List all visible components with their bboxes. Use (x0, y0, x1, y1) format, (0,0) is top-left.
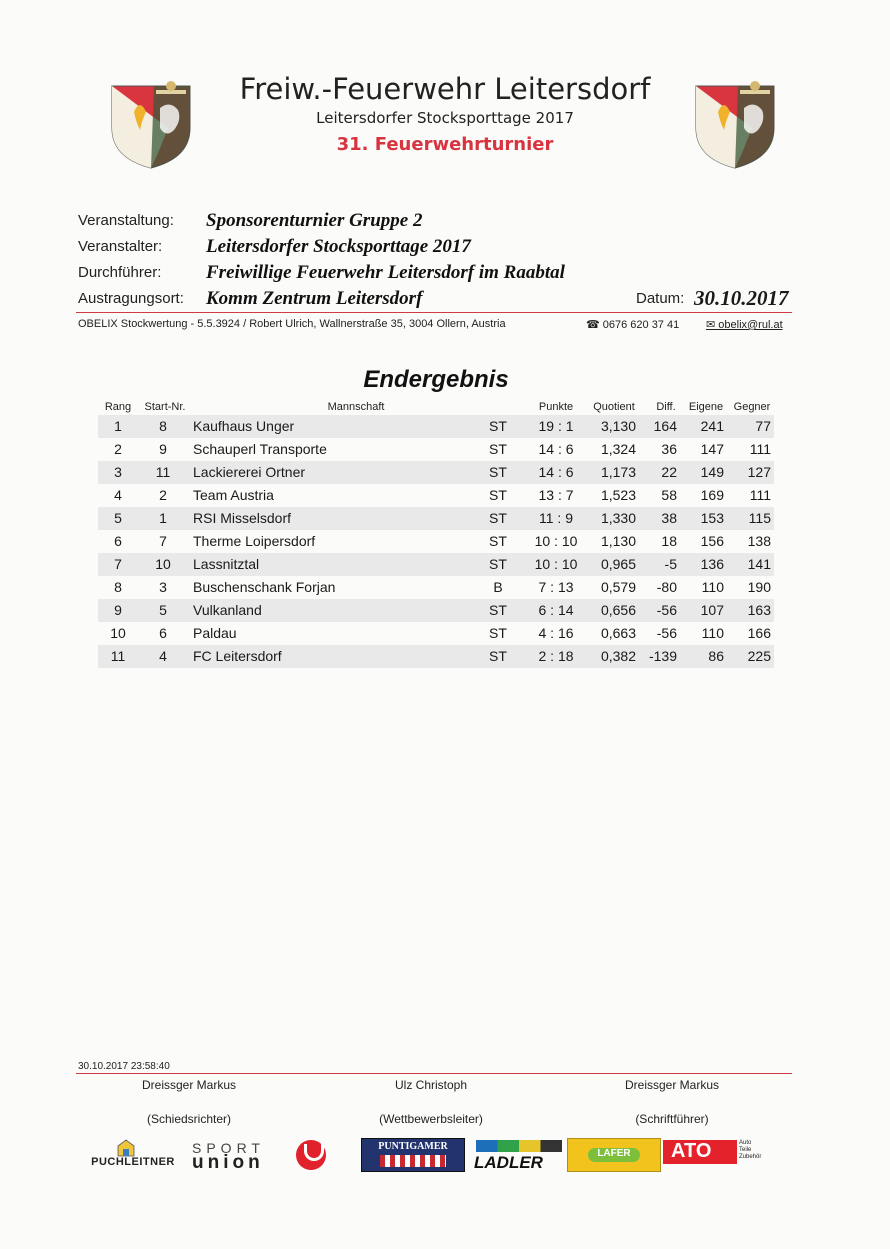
cell-diff: 18 (661, 533, 677, 549)
cell-diff: -139 (648, 648, 677, 664)
cell-class: ST (489, 464, 507, 480)
cell-rang: 6 (114, 533, 122, 549)
cell-rang: 1 (114, 418, 122, 434)
header-punkte: Punkte (538, 401, 574, 413)
cell-start-nr: 3 (159, 579, 167, 595)
cell-team: Lackiererei Ortner (193, 464, 306, 480)
cell-start-nr: 4 (159, 648, 167, 664)
sponsor-lafer-logo (567, 1138, 661, 1172)
header-quotient: Quotient (593, 401, 635, 413)
cell-eigene: 110 (701, 579, 724, 595)
ato-text: ATO (671, 1140, 712, 1162)
cell-eigene: 107 (700, 602, 724, 618)
cell-punkte: 11 : 9 (539, 510, 573, 526)
cell-eigene: 136 (700, 556, 724, 572)
cell-start-nr: 11 (155, 464, 171, 480)
sport-text: SPORT (192, 1140, 265, 1156)
cell-class: ST (489, 510, 507, 526)
cell-diff: 58 (661, 487, 677, 503)
document-title: Freiw.-Feuerwehr Leitersdorf (239, 72, 651, 106)
ato-side-text: Auto Teile Zubehör (739, 1140, 762, 1160)
house-icon (84, 1138, 182, 1158)
software-credit: OBELIX Stockwertung - 5.5.3924 / Robert Ulrich, Wallnerstraße 35, 3004 Ollern, Austria (78, 318, 506, 330)
cell-gegner: 115 (748, 510, 771, 526)
table-row (98, 530, 774, 553)
puntigamer-text: PUNTIGAMER (378, 1141, 448, 1152)
cell-rang: 10 (110, 625, 126, 641)
table-row (98, 461, 774, 484)
cell-quotient: 0,656 (600, 602, 636, 618)
signature-director-name: Ulz Christoph (394, 1078, 468, 1092)
cell-rang: 2 (114, 441, 122, 457)
checker-pattern-icon (380, 1155, 446, 1167)
cell-gegner: 138 (747, 533, 771, 549)
signature-referee-role: (Schiedsrichter) (146, 1112, 232, 1126)
cell-rang: 5 (114, 510, 122, 526)
header-eigene: Eigene (688, 401, 724, 413)
header-gegner: Gegner (733, 401, 771, 413)
signature-referee-name: Dreissger Markus (141, 1078, 237, 1092)
cell-punkte: 6 : 14 (538, 602, 574, 618)
cell-punkte: 10 : 10 (534, 556, 578, 572)
cell-gegner: 225 (747, 648, 771, 664)
veranstalter-value: Leitersdorfer Stocksporttage 2017 (206, 236, 471, 257)
table-row (98, 599, 774, 622)
cell-start-nr: 8 (159, 418, 167, 434)
cell-punkte: 14 : 6 (538, 441, 574, 457)
cell-diff: -56 (656, 625, 677, 641)
cell-punkte: 13 : 7 (538, 487, 574, 503)
cell-quotient: 1,324 (600, 441, 636, 457)
austragungsort-label: Austragungsort: (78, 290, 184, 307)
cell-rang: 11 (110, 648, 126, 664)
cell-eigene: 86 (708, 648, 724, 664)
cell-diff: -80 (656, 579, 677, 595)
durchfuehrer-label: Durchführer: (78, 264, 162, 281)
cell-gegner: 166 (747, 625, 771, 641)
cell-gegner: 111 (749, 487, 771, 503)
cell-quotient: 1,130 (600, 533, 636, 549)
union-u-icon (304, 1144, 324, 1161)
table-row (98, 507, 774, 530)
contact-email-link[interactable]: ✉ obelix@rul.at (706, 319, 783, 331)
cell-gegner: 77 (755, 418, 771, 434)
cell-gegner: 141 (747, 556, 771, 572)
cell-quotient: 1,523 (600, 487, 636, 503)
cell-diff: 38 (661, 510, 677, 526)
header-diff: Diff. (656, 401, 676, 413)
cell-rang: 8 (114, 579, 122, 595)
cell-class: ST (489, 648, 507, 664)
cell-class: ST (489, 418, 507, 434)
signature-secretary-name: Dreissger Markus (624, 1078, 720, 1092)
header-divider (76, 312, 792, 313)
header-mannschaft: Mannschaft (327, 401, 385, 413)
cell-eigene: 110 (701, 625, 724, 641)
cell-eigene: 149 (700, 464, 724, 480)
cell-eigene: 147 (700, 441, 724, 457)
sponsor-puntigamer-logo (361, 1138, 465, 1172)
cell-punkte: 4 : 16 (538, 625, 574, 641)
cell-team: RSI Misselsdorf (193, 510, 292, 526)
cell-quotient: 0,663 (600, 625, 636, 641)
cell-team: FC Leitersdorf (193, 648, 282, 664)
cell-eigene: 156 (700, 533, 724, 549)
cell-rang: 3 (114, 464, 122, 480)
sponsor-ladler-logo (472, 1138, 564, 1172)
cell-gegner: 111 (749, 441, 771, 457)
cell-diff: 36 (661, 441, 677, 457)
document-subtitle: Leitersdorfer Stocksporttage 2017 (316, 109, 574, 127)
veranstalter-label: Veranstalter: (78, 238, 163, 255)
cell-gegner: 127 (747, 464, 771, 480)
cell-punkte: 7 : 13 (538, 579, 574, 595)
cell-eigene: 241 (700, 418, 724, 434)
cell-class: ST (489, 556, 507, 572)
signature-secretary-role: (Schriftführer) (635, 1112, 709, 1126)
veranstaltung-value: Sponsorenturnier Gruppe 2 (206, 210, 423, 231)
cell-class: ST (489, 625, 507, 641)
cell-punkte: 14 : 6 (538, 464, 574, 480)
union-text: union (192, 1152, 264, 1173)
cell-start-nr: 2 (159, 487, 167, 503)
cell-class: ST (489, 533, 507, 549)
table-row (98, 645, 774, 668)
cell-quotient: 1,173 (600, 464, 636, 480)
cell-quotient: 1,330 (600, 510, 636, 526)
results-title: Endergebnis (363, 366, 509, 393)
cell-diff: -56 (656, 602, 677, 618)
cell-start-nr: 7 (159, 533, 167, 549)
cell-start-nr: 1 (159, 510, 167, 526)
puchleitner-text: PUCHLEITNER (91, 1156, 175, 1168)
sponsor-puchleitner-logo (84, 1138, 182, 1172)
cell-start-nr: 5 (159, 602, 167, 618)
cell-quotient: 3,130 (600, 418, 636, 434)
cell-diff: 22 (661, 464, 677, 480)
cell-class: B (493, 579, 503, 595)
table-row (98, 576, 774, 599)
cell-diff: -5 (664, 556, 677, 572)
table-row (98, 484, 774, 507)
contact-phone: ☎ 0676 620 37 41 (586, 319, 680, 331)
cell-class: ST (489, 602, 507, 618)
cell-gegner: 190 (747, 579, 771, 595)
cell-gegner: 163 (747, 602, 771, 618)
cell-eigene: 153 (700, 510, 724, 526)
tournament-title: 31. Feuerwehrturnier (336, 134, 554, 155)
cell-punkte: 19 : 1 (538, 418, 574, 434)
cell-rang: 9 (114, 602, 122, 618)
datum-value: 30.10.2017 (694, 286, 789, 310)
cell-punkte: 2 : 18 (538, 648, 574, 664)
cell-team: Paldau (193, 625, 237, 641)
cell-start-nr: 9 (159, 441, 167, 457)
cell-quotient: 0,965 (600, 556, 636, 572)
header-rang: Rang (104, 401, 132, 413)
cell-team: Buschenschank Forjan (193, 579, 336, 595)
cell-rang: 4 (114, 487, 122, 503)
table-row (98, 438, 774, 461)
signature-director-role: (Wettbewerbsleiter) (379, 1112, 483, 1126)
color-stripes-icon (476, 1140, 562, 1152)
header-start-nr: Start-Nr. (144, 401, 186, 413)
cell-team: Kaufhaus Unger (193, 418, 295, 434)
cell-team: Lassnitztal (193, 556, 260, 572)
table-row (98, 622, 774, 645)
cell-diff: 164 (653, 418, 677, 434)
cell-start-nr: 10 (155, 556, 171, 572)
cell-rang: 7 (114, 556, 122, 572)
sponsor-sport-union-logo (190, 1138, 340, 1172)
durchfuehrer-value: Freiwillige Feuerwehr Leitersdorf im Raabtal (206, 262, 565, 283)
cell-punkte: 10 : 10 (534, 533, 578, 549)
print-timestamp: 30.10.2017 23:58:40 (78, 1061, 170, 1072)
cell-team: Team Austria (193, 487, 274, 503)
cell-team: Therme Loipersdorf (193, 533, 316, 549)
cell-eigene: 169 (700, 487, 724, 503)
cell-class: ST (489, 441, 507, 457)
footer-divider (76, 1073, 792, 1074)
cell-class: ST (489, 487, 507, 503)
union-circle-icon (296, 1140, 326, 1170)
cell-team: Schauperl Transporte (193, 441, 327, 457)
sponsor-ato-logo (661, 1138, 765, 1172)
lafer-text: LAFER (597, 1148, 631, 1159)
table-row (98, 415, 774, 438)
austragungsort-value: Komm Zentrum Leitersdorf (206, 288, 423, 309)
ladler-text: LADLER (474, 1153, 543, 1172)
cell-team: Vulkanland (193, 602, 262, 618)
cell-quotient: 0,579 (600, 579, 636, 595)
cell-start-nr: 6 (159, 625, 167, 641)
datum-label: Datum: (636, 290, 685, 307)
table-row (98, 553, 774, 576)
cell-quotient: 0,382 (600, 648, 636, 664)
veranstaltung-label: Veranstaltung: (78, 212, 174, 229)
